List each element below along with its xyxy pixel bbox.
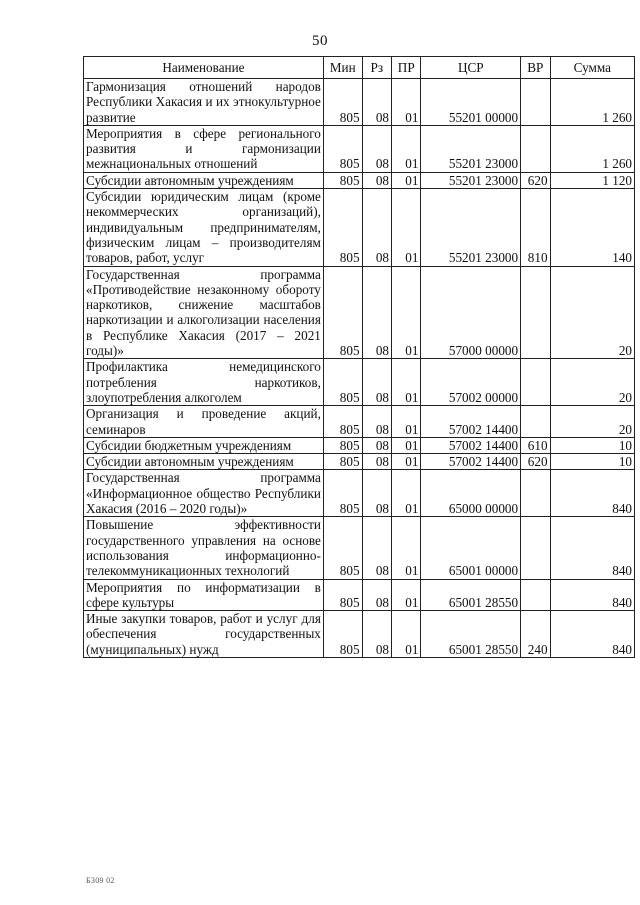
header-min: Мин [323,57,362,79]
cell-sum: 20 [550,359,634,406]
cell-vr [521,517,550,579]
table-body [84,79,635,658]
cell-rz: 08 [362,437,391,453]
cell-name: Субсидии автономным учреждениям [84,454,324,470]
cell-name: Субсидии юридическим лицам (кроме некоммерческих организаций), индивидуальным предпринимателям, физическим лицам – производителям товаров, работ, услуг [84,189,324,266]
cell-name: Государственная программа «Противодействие незаконному обороту наркотиков, снижение масштабов наркотизации и алкоголизации населения в Республике Хакасия (2017 – 2021 годы)» [84,266,324,359]
cell-sum: 840 [550,611,634,658]
cell-sum: 840 [550,517,634,579]
cell-min: 805 [323,189,362,266]
cell-pr: 01 [392,406,421,438]
cell-min: 805 [323,611,362,658]
cell-vr: 620 [521,172,550,188]
table-row [84,517,635,579]
table-row [84,611,635,658]
cell-csr: 65001 28550 [421,611,521,658]
cell-vr [521,359,550,406]
cell-vr: 620 [521,454,550,470]
cell-csr: 55201 23000 [421,189,521,266]
cell-csr: 55201 00000 [421,79,521,126]
cell-vr [521,125,550,172]
header-vr: ВР [521,57,550,79]
cell-min: 805 [323,454,362,470]
cell-sum: 1 120 [550,172,634,188]
cell-pr: 01 [392,125,421,172]
header-name: Наименование [84,57,324,79]
header-sum: Сумма [550,57,634,79]
header-rz: Рз [362,57,391,79]
cell-sum: 20 [550,406,634,438]
cell-sum: 1 260 [550,125,634,172]
cell-csr: 57002 14400 [421,437,521,453]
cell-csr: 65000 00000 [421,470,521,517]
table-row [84,79,635,126]
cell-csr: 65001 00000 [421,517,521,579]
cell-sum: 10 [550,437,634,453]
cell-csr: 55201 23000 [421,172,521,188]
cell-rz: 08 [362,125,391,172]
cell-name: Гармонизация отношений народов Республики Хакасия и их этнокультурное развитие [84,79,324,126]
cell-vr: 610 [521,437,550,453]
cell-name: Профилактика немедицинского потребления наркотиков, злоупотребления алкоголем [84,359,324,406]
cell-pr: 01 [392,172,421,188]
cell-min: 805 [323,437,362,453]
cell-rz: 08 [362,189,391,266]
cell-min: 805 [323,470,362,517]
cell-vr [521,579,550,611]
cell-rz: 08 [362,79,391,126]
table-row [84,172,635,188]
cell-pr: 01 [392,79,421,126]
cell-sum: 840 [550,470,634,517]
cell-rz: 08 [362,517,391,579]
table-row [84,454,635,470]
cell-pr: 01 [392,266,421,359]
cell-csr: 57000 00000 [421,266,521,359]
cell-pr: 01 [392,517,421,579]
cell-name: Субсидии бюджетным учреждениям [84,437,324,453]
cell-sum: 840 [550,579,634,611]
cell-pr: 01 [392,454,421,470]
cell-pr: 01 [392,579,421,611]
cell-rz: 08 [362,454,391,470]
cell-rz: 08 [362,172,391,188]
cell-rz: 08 [362,611,391,658]
cell-name: Субсидии автономным учреждениям [84,172,324,188]
footer-code: Б309 02 [86,876,115,885]
cell-csr: 65001 28550 [421,579,521,611]
cell-csr: 57002 00000 [421,359,521,406]
cell-sum: 140 [550,189,634,266]
cell-csr: 57002 14400 [421,406,521,438]
cell-min: 805 [323,172,362,188]
table-header-row [84,57,635,79]
cell-rz: 08 [362,266,391,359]
cell-rz: 08 [362,406,391,438]
cell-sum: 10 [550,454,634,470]
page-number: 50 [312,33,328,49]
table-row [84,359,635,406]
cell-min: 805 [323,125,362,172]
cell-pr: 01 [392,359,421,406]
cell-name: Организация и проведение акций, семинаров [84,406,324,438]
table-row [84,266,635,359]
cell-name: Иные закупки товаров, работ и услуг для обеспечения государственных (муниципальных) нужд [84,611,324,658]
table-row [84,406,635,438]
cell-csr: 57002 14400 [421,454,521,470]
cell-min: 805 [323,79,362,126]
cell-vr [521,266,550,359]
table-row [84,125,635,172]
cell-pr: 01 [392,437,421,453]
cell-vr: 810 [521,189,550,266]
cell-sum: 1 260 [550,79,634,126]
cell-min: 805 [323,517,362,579]
header-pr: ПР [392,57,421,79]
cell-vr [521,406,550,438]
cell-vr: 240 [521,611,550,658]
cell-pr: 01 [392,470,421,517]
header-csr: ЦСР [421,57,521,79]
cell-vr [521,79,550,126]
cell-name: Мероприятия по информатизации в сфере культуры [84,579,324,611]
cell-min: 805 [323,266,362,359]
cell-name: Государственная программа «Информационное общество Республики Хакасия (2016 – 2020 годы)» [84,470,324,517]
cell-rz: 08 [362,579,391,611]
cell-name: Мероприятия в сфере регионального развития и гармонизации межнациональных отношений [84,125,324,172]
cell-csr: 55201 23000 [421,125,521,172]
cell-min: 805 [323,359,362,406]
cell-pr: 01 [392,611,421,658]
cell-min: 805 [323,406,362,438]
cell-sum: 20 [550,266,634,359]
table-row [84,579,635,611]
cell-rz: 08 [362,359,391,406]
cell-rz: 08 [362,470,391,517]
table-row [84,189,635,266]
table-row [84,437,635,453]
cell-pr: 01 [392,189,421,266]
cell-name: Повышение эффективности государственного управления на основе использования информационно-телекоммуникационных технологий [84,517,324,579]
cell-min: 805 [323,579,362,611]
table-row [84,470,635,517]
budget-table [83,56,635,658]
cell-vr [521,470,550,517]
